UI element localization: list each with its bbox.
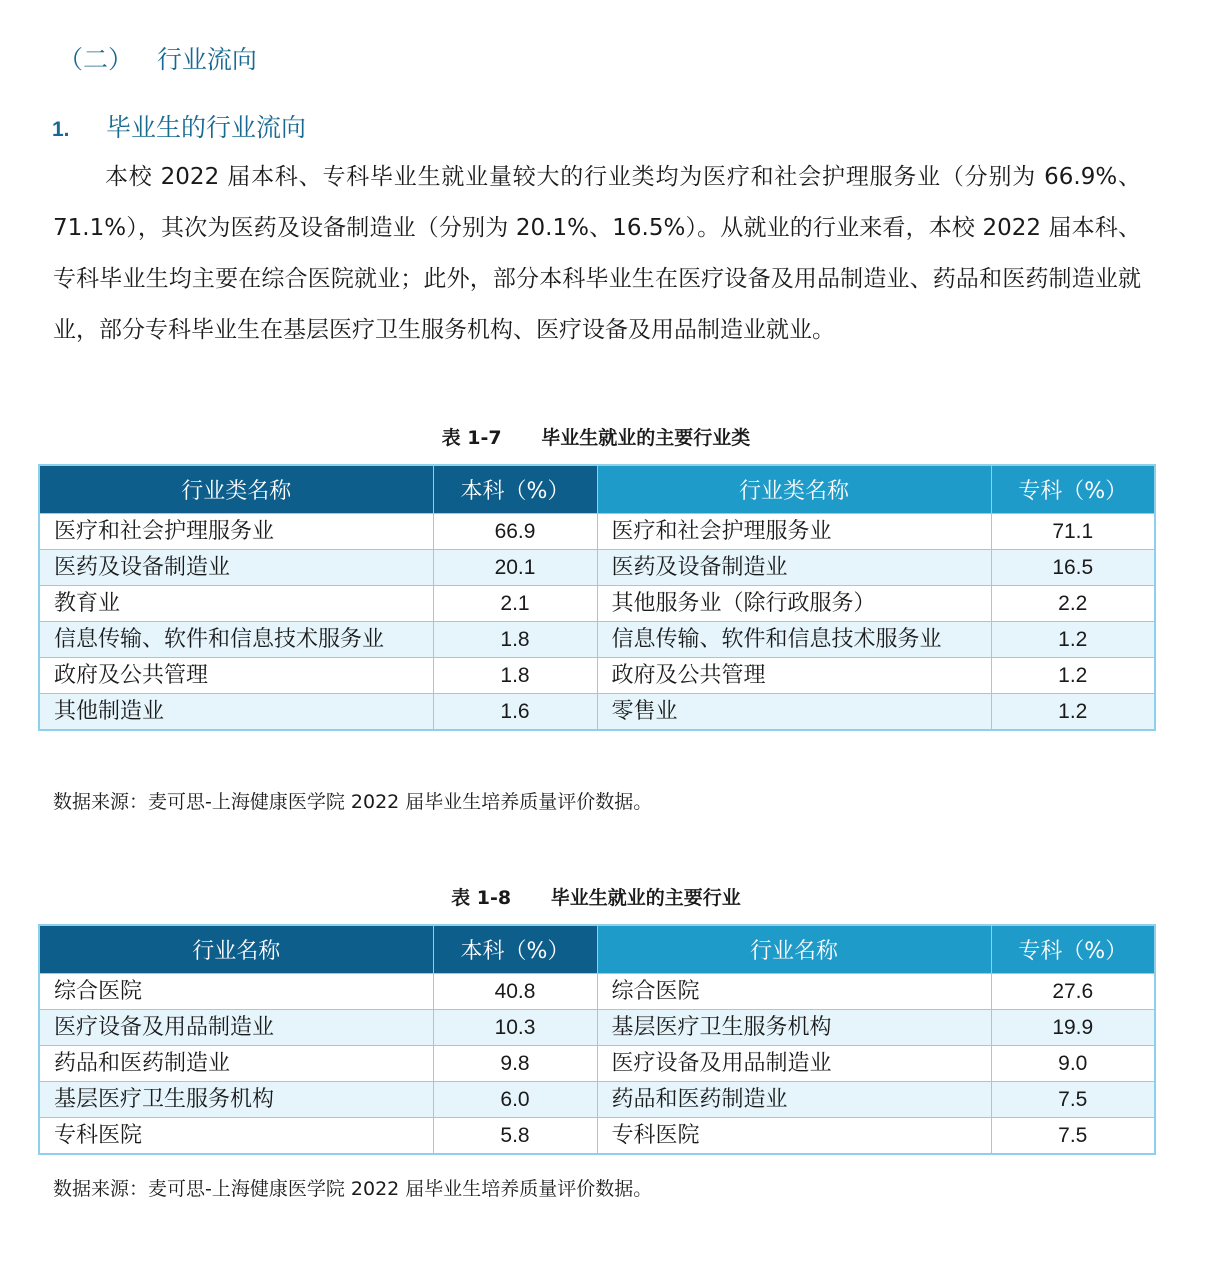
industry-cell: 药品和医药制造业 bbox=[597, 1082, 991, 1118]
percent-cell: 7.5 bbox=[991, 1118, 1155, 1155]
industry-cell: 其他制造业 bbox=[39, 694, 433, 731]
percent-cell: 2.2 bbox=[991, 586, 1155, 622]
percent-cell: 9.0 bbox=[991, 1046, 1155, 1082]
table-1-7-source: 数据来源：麦可思-上海健康医学院 2022 届毕业生培养质量评价数据。 bbox=[53, 791, 653, 813]
percent-cell: 1.6 bbox=[433, 694, 597, 731]
body-paragraph: 本校 2022 届本科、专科毕业生就业量较大的行业类均为医疗和社会护理服务业（分别为 66.9%、71.1%），其次为医药及设备制造业（分别为 20.1%、16.5%）。从就业的行业来看，本校 2022 届本科、专科毕业生均主要在综合医院就业；此外，部分本科毕业生在医疗设备及用品制造业、药品和医药制造业就业，部分专科毕业生在基层医疗卫生服务机构、医疗设备及用品制造业就业。 bbox=[53, 164, 1141, 343]
header-undergrad-percent: 本科（%） bbox=[433, 925, 597, 974]
table-1-8 bbox=[38, 924, 1156, 1155]
table-row bbox=[39, 622, 1155, 658]
header-industry-category-junior: 行业类名称 bbox=[597, 465, 991, 514]
industry-cell: 医疗设备及用品制造业 bbox=[39, 1010, 433, 1046]
header-industry-category-undergrad: 行业类名称 bbox=[39, 465, 433, 514]
header-undergrad-percent: 本科（%） bbox=[433, 465, 597, 514]
industry-cell: 政府及公共管理 bbox=[597, 658, 991, 694]
industry-cell: 政府及公共管理 bbox=[39, 658, 433, 694]
percent-cell: 71.1 bbox=[991, 514, 1155, 550]
industry-cell: 医疗设备及用品制造业 bbox=[597, 1046, 991, 1082]
industry-cell: 医疗和社会护理服务业 bbox=[39, 514, 433, 550]
industry-cell: 综合医院 bbox=[597, 974, 991, 1010]
table-1-7 bbox=[38, 464, 1156, 731]
percent-cell: 16.5 bbox=[991, 550, 1155, 586]
subsection-number: 1. bbox=[52, 118, 70, 141]
table-row bbox=[39, 658, 1155, 694]
table-row bbox=[39, 1046, 1155, 1082]
industry-cell: 医药及设备制造业 bbox=[39, 550, 433, 586]
table-header-row bbox=[39, 925, 1155, 974]
industry-cell: 其他服务业（除行政服务） bbox=[597, 586, 991, 622]
table-row bbox=[39, 1010, 1155, 1046]
header-industry-junior: 行业名称 bbox=[597, 925, 991, 974]
industry-cell: 药品和医药制造业 bbox=[39, 1046, 433, 1082]
industry-cell: 教育业 bbox=[39, 586, 433, 622]
percent-cell: 2.1 bbox=[433, 586, 597, 622]
table-1-8-caption: 表 1-8 毕业生就业的主要行业 bbox=[451, 887, 741, 909]
percent-cell: 7.5 bbox=[991, 1082, 1155, 1118]
industry-cell: 信息传输、软件和信息技术服务业 bbox=[39, 622, 433, 658]
table-1-7-caption: 表 1-7 毕业生就业的主要行业类 bbox=[441, 427, 751, 449]
industry-cell: 医药及设备制造业 bbox=[597, 550, 991, 586]
industry-cell: 基层医疗卫生服务机构 bbox=[39, 1082, 433, 1118]
percent-cell: 1.2 bbox=[991, 694, 1155, 731]
table-row bbox=[39, 1118, 1155, 1155]
percent-cell: 1.8 bbox=[433, 622, 597, 658]
percent-cell: 9.8 bbox=[433, 1046, 597, 1082]
industry-cell: 专科医院 bbox=[39, 1118, 433, 1155]
industry-cell: 综合医院 bbox=[39, 974, 433, 1010]
section-heading: （二） 行业流向 bbox=[58, 45, 257, 74]
percent-cell: 27.6 bbox=[991, 974, 1155, 1010]
subsection-heading bbox=[52, 108, 306, 144]
table-header-row bbox=[39, 465, 1155, 514]
percent-cell: 1.2 bbox=[991, 658, 1155, 694]
table-row bbox=[39, 550, 1155, 586]
percent-cell: 1.2 bbox=[991, 622, 1155, 658]
table-row bbox=[39, 514, 1155, 550]
percent-cell: 6.0 bbox=[433, 1082, 597, 1118]
table-row bbox=[39, 974, 1155, 1010]
table-1-8-source: 数据来源：麦可思-上海健康医学院 2022 届毕业生培养质量评价数据。 bbox=[53, 1178, 653, 1200]
industry-cell: 基层医疗卫生服务机构 bbox=[597, 1010, 991, 1046]
industry-cell: 信息传输、软件和信息技术服务业 bbox=[597, 622, 991, 658]
percent-cell: 5.8 bbox=[433, 1118, 597, 1155]
percent-cell: 1.8 bbox=[433, 658, 597, 694]
header-junior-percent: 专科（%） bbox=[991, 465, 1155, 514]
header-junior-percent: 专科（%） bbox=[991, 925, 1155, 974]
percent-cell: 66.9 bbox=[433, 514, 597, 550]
percent-cell: 19.9 bbox=[991, 1010, 1155, 1046]
table-row bbox=[39, 694, 1155, 731]
subsection-title: 毕业生的行业流向 bbox=[106, 113, 307, 142]
header-industry-undergrad: 行业名称 bbox=[39, 925, 433, 974]
industry-cell: 医疗和社会护理服务业 bbox=[597, 514, 991, 550]
table-row bbox=[39, 1082, 1155, 1118]
industry-cell: 专科医院 bbox=[597, 1118, 991, 1155]
table-row bbox=[39, 586, 1155, 622]
percent-cell: 40.8 bbox=[433, 974, 597, 1010]
percent-cell: 20.1 bbox=[433, 550, 597, 586]
percent-cell: 10.3 bbox=[433, 1010, 597, 1046]
industry-cell: 零售业 bbox=[597, 694, 991, 731]
